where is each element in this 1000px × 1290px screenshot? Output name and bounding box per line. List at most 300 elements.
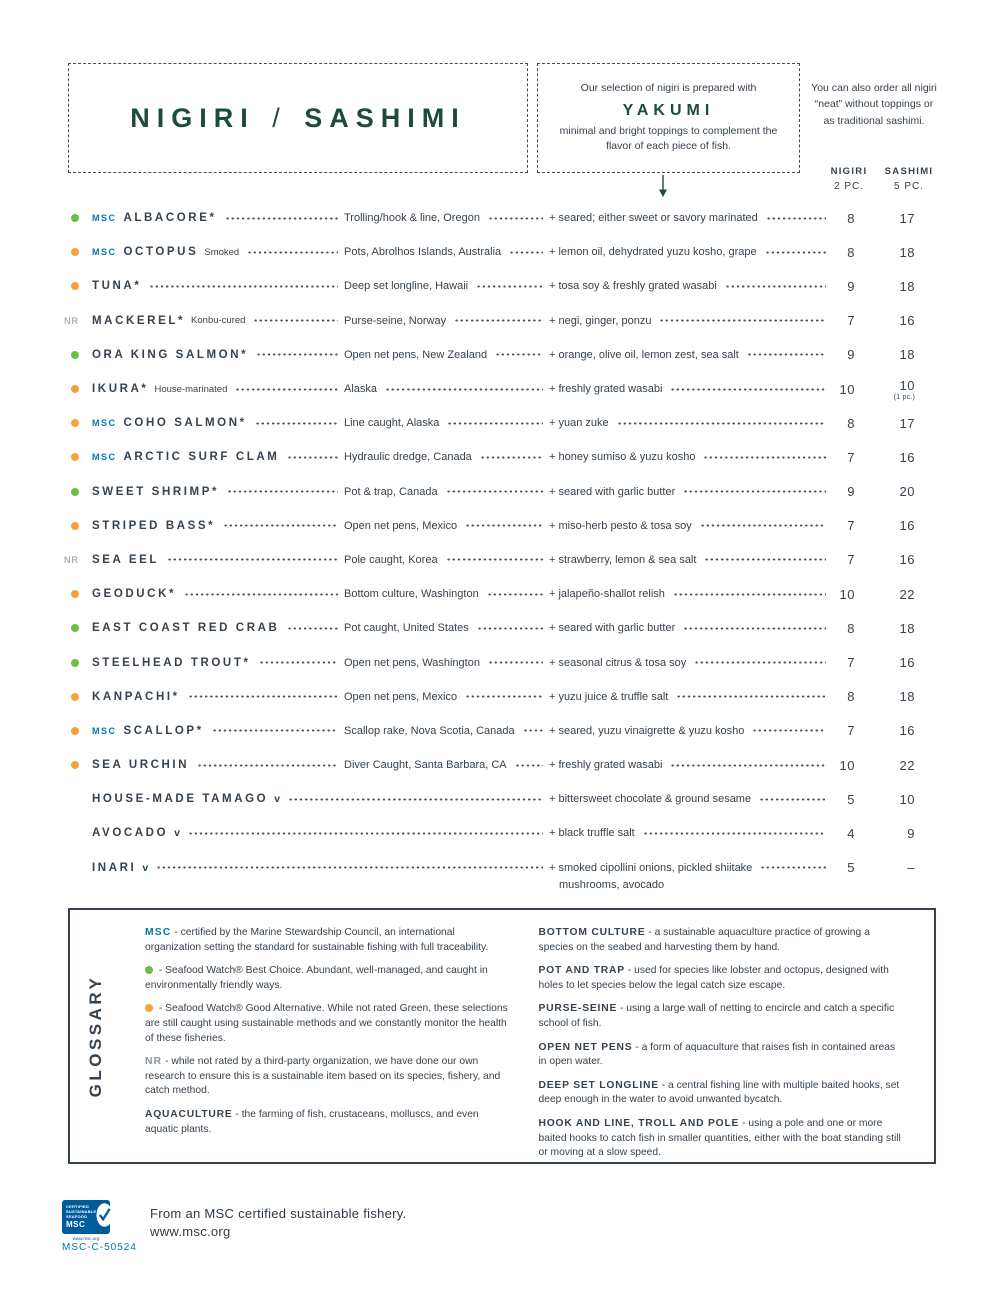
glossary-term: OPEN NET PENS	[538, 1041, 633, 1053]
nigiri-price: 10	[839, 586, 855, 602]
item-topping-cell	[549, 246, 832, 258]
green-rating-marker	[62, 214, 92, 222]
item-topping-cell	[549, 861, 832, 891]
glossary-entry	[539, 1117, 907, 1158]
dotted-leader	[747, 350, 826, 359]
item-name-cell	[92, 827, 549, 839]
dotted-leader	[487, 590, 543, 599]
msc-cert-code: MSC-C-50524	[62, 1242, 137, 1253]
menu-item-row	[62, 475, 937, 509]
item-name: INARI	[92, 861, 137, 874]
glossary-definition: - while not rated by a third-party organization, we have done our own research to ensure this is a sustainable item based on its species, fishery, and catch method.	[145, 1056, 501, 1097]
glossary-definition: - used for species like lobster and octopus, designed with holes to let species below the legal catch size escape.	[538, 965, 889, 991]
down-arrow-icon	[656, 175, 670, 204]
orange-dot-icon	[145, 1004, 153, 1012]
item-origin-cell	[344, 657, 549, 669]
glossary-term: AQUACULTURE	[145, 1109, 233, 1121]
dotted-leader	[465, 692, 543, 701]
nigiri-column-header	[818, 166, 880, 192]
yakumi-intro: Our selection of nigiri is prepared with	[580, 81, 757, 94]
item-topping: + yuan zuke	[549, 417, 609, 430]
item-name: HOUSE-MADE TAMAGO	[92, 793, 269, 806]
green-dot-icon	[71, 351, 79, 359]
glossary-box	[68, 908, 936, 1164]
item-topping: + strawberry, lemon & sea salt	[549, 553, 697, 566]
item-name-cell	[92, 862, 549, 874]
glossary-term: PURSE-SEINE	[538, 1003, 618, 1015]
footer-fishery-line: From an MSC certified sustainable fishery.	[150, 1206, 407, 1221]
dotted-leader	[255, 419, 338, 428]
msc-logo-text	[66, 1204, 96, 1230]
green-rating-marker	[62, 351, 92, 359]
item-name: ARCTIC SURF CLAM	[123, 451, 280, 464]
item-name: IKURA*	[92, 383, 149, 396]
dotted-leader	[227, 487, 338, 496]
item-origin-cell	[344, 315, 549, 327]
item-origin-cell	[344, 451, 549, 463]
item-name-cell	[92, 383, 344, 395]
nigiri-price: 7	[847, 313, 855, 329]
dotted-leader	[765, 248, 826, 257]
dotted-leader	[149, 282, 338, 291]
glossary-term: POT AND TRAP	[538, 965, 625, 977]
msc-logo	[62, 1200, 110, 1234]
dotted-leader	[480, 453, 543, 462]
dotted-leader	[683, 624, 826, 633]
dotted-leader	[259, 658, 338, 667]
item-topping: + smoked cipollini onions, pickled shiitake	[549, 861, 753, 874]
dotted-leader	[385, 385, 543, 394]
nigiri-column-label: NIGIRI	[830, 166, 868, 177]
item-name-cell	[92, 520, 344, 532]
msc-tag: MSC	[92, 213, 117, 224]
item-topping-cell	[549, 622, 832, 634]
dotted-leader	[683, 487, 826, 496]
title-nigiri: NIGIRI	[130, 102, 255, 133]
item-topping: + miso-herb pesto & tosa soy	[549, 519, 692, 532]
item-name-cell	[92, 246, 344, 258]
item-origin: Diver Caught, Santa Barbara, CA	[344, 759, 507, 772]
menu-item-row	[62, 782, 937, 816]
green-rating-marker	[62, 624, 92, 632]
orange-rating-marker	[62, 590, 92, 598]
sashimi-price: 10	[899, 791, 915, 807]
sashimi-price: 18	[899, 244, 915, 260]
item-origin-cell	[344, 588, 549, 600]
nigiri-price: 7	[847, 449, 855, 465]
menu-item-row	[62, 201, 937, 235]
orange-dot-icon	[71, 385, 79, 393]
item-name-cell	[92, 793, 549, 805]
sashimi-column-label: SASHIMI	[884, 166, 934, 177]
item-origin-cell	[344, 349, 549, 361]
item-name: STEELHEAD TROUT*	[92, 656, 251, 669]
dotted-leader	[235, 385, 338, 394]
dotted-leader	[188, 692, 338, 701]
green-dot-icon	[71, 659, 79, 667]
orange-rating-marker	[62, 282, 92, 290]
dotted-leader	[694, 658, 826, 667]
dotted-leader	[256, 350, 338, 359]
item-topping: + seared with garlic butter	[549, 622, 676, 635]
nigiri-column-sub: 2 PC.	[833, 181, 864, 192]
item-origin-cell	[344, 486, 549, 498]
sashimi-column-header	[880, 166, 938, 192]
sashimi-price: 16	[899, 655, 915, 671]
dotted-leader	[184, 590, 338, 599]
item-origin: Trolling/hook & line, Oregon	[344, 212, 480, 225]
item-name: OCTOPUS	[123, 246, 199, 259]
item-origin-cell	[344, 622, 549, 634]
dotted-leader	[247, 248, 338, 257]
msc-logo-brand: MSC	[66, 1220, 86, 1229]
dotted-leader	[212, 726, 338, 735]
menu-item-row	[62, 235, 937, 269]
item-origin-cell	[344, 725, 549, 737]
vegetarian-icon: v	[174, 827, 180, 840]
item-name: AVOCADO	[92, 827, 169, 840]
item-origin: Pots, Abrolhos Islands, Australia	[344, 246, 502, 259]
item-topping-cell	[549, 383, 832, 395]
item-topping-cell	[549, 588, 832, 600]
orange-dot-icon	[71, 522, 79, 530]
green-dot-icon	[71, 488, 79, 496]
item-topping: + jalapeño-shallot relish	[549, 588, 665, 601]
neat-order-note: You can also order all nigiri “neat” without toppings or as traditional sashimi.	[811, 82, 937, 127]
item-name-cell	[92, 622, 344, 634]
sashimi-price: 16	[899, 552, 915, 568]
sashimi-price: –	[907, 860, 915, 876]
vegetarian-icon: v	[142, 861, 149, 874]
menu-item-row	[62, 372, 937, 406]
dotted-leader	[156, 863, 543, 872]
nigiri-price: 9	[847, 484, 855, 500]
glossary-definition: - certified by the Marine Stewardship Council, an international organization setting the standard for sustainable fishing with full traceability.	[145, 927, 489, 953]
item-note: Konbu-cured	[191, 315, 246, 327]
glossary-entry	[145, 1002, 513, 1046]
menu-item-row	[62, 440, 937, 474]
green-dot-icon	[71, 214, 79, 222]
item-name-cell	[92, 212, 344, 224]
item-origin: Pot & trap, Canada	[344, 485, 438, 498]
dotted-leader	[223, 521, 338, 530]
glossary-columns	[145, 926, 906, 1158]
item-topping-cell	[549, 417, 832, 429]
item-origin-cell	[344, 520, 549, 532]
nigiri-price: 8	[847, 210, 855, 226]
menu-item-row	[62, 645, 937, 679]
msc-logo-line1: CERTIFIED	[66, 1204, 89, 1209]
dotted-leader	[759, 795, 826, 804]
item-topping-cell	[549, 451, 832, 463]
sashimi-price-value: 10	[899, 377, 915, 393]
item-topping-cell	[549, 520, 832, 532]
sashimi-price: 22	[899, 757, 915, 773]
item-topping: + seared with garlic butter	[549, 485, 676, 498]
dotted-leader	[617, 419, 826, 428]
orange-rating-marker	[62, 453, 92, 461]
dotted-leader	[670, 385, 826, 394]
item-topping-cell	[549, 349, 832, 361]
item-name: ALBACORE*	[123, 212, 217, 225]
glossary-term: DEEP SET LONGLINE	[538, 1079, 659, 1091]
item-origin: Bottom culture, Washington	[344, 588, 479, 601]
glossary-entry	[539, 926, 907, 955]
orange-dot-icon	[71, 453, 79, 461]
item-name: SWEET SHRIMP*	[92, 485, 220, 498]
item-origin: Pot caught, United States	[344, 622, 469, 635]
sashimi-price	[877, 378, 937, 401]
menu-item-row	[62, 269, 937, 303]
glossary-entry	[539, 964, 907, 993]
glossary-term: NR	[145, 1056, 163, 1068]
msc-logo-line2: SUSTAINABLE	[66, 1209, 97, 1214]
glossary-definition: - using a large wall of netting to encircle and catch a specific school of fish.	[538, 1003, 895, 1030]
item-origin-cell	[344, 280, 549, 292]
nigiri-price: 10	[839, 381, 855, 397]
nigiri-price: 7	[847, 655, 855, 671]
dotted-leader	[673, 590, 826, 599]
dotted-leader	[643, 829, 826, 838]
glossary-definition: - using a pole and one or more baited hooks to catch fish in smaller quantities, either with the boat standing still or moving at a slow speed.	[538, 1118, 901, 1158]
glossary-definition: - Seafood Watch® Good Alternative. While not rated Green, these selections are still caught using sustainable methods and we constantly monitor the health of these fisheries.	[145, 1003, 508, 1044]
dotted-leader	[476, 282, 543, 291]
dotted-leader	[225, 214, 338, 223]
nigiri-price: 5	[847, 791, 855, 807]
dotted-leader	[700, 521, 826, 530]
menu-item-row	[62, 851, 937, 891]
item-name: STRIPED BASS*	[92, 519, 216, 532]
menu-item-row	[62, 611, 937, 645]
glossary-entry	[539, 1041, 907, 1070]
yakumi-note-box	[537, 63, 800, 173]
item-note: Smoked	[204, 246, 240, 258]
glossary-entry	[145, 926, 513, 955]
msc-tag: MSC	[92, 247, 117, 258]
orange-dot-icon	[71, 727, 79, 735]
item-topping-cell	[549, 725, 832, 737]
item-topping-cell	[549, 554, 832, 566]
item-origin: Scallop rake, Nova Scotia, Canada	[344, 724, 515, 737]
dotted-leader	[676, 692, 826, 701]
glossary-entry	[145, 1108, 513, 1137]
item-topping: + seared, yuzu vinaigrette & yuzu kosho	[549, 724, 745, 737]
yakumi-outro: minimal and bright toppings to complement the flavor of each piece of fish.	[559, 124, 778, 153]
item-name-cell	[92, 315, 344, 327]
orange-dot-icon	[71, 248, 79, 256]
menu-item-row	[62, 543, 937, 577]
sashimi-price: 18	[899, 278, 915, 294]
menu-item-row	[62, 509, 937, 543]
nigiri-price: 10	[839, 757, 855, 773]
item-topping: + negi, ginger, ponzu	[549, 314, 652, 327]
item-name: COHO SALMON*	[123, 417, 247, 430]
item-name-cell	[92, 554, 344, 566]
dotted-leader	[465, 521, 543, 530]
green-dot-icon	[145, 966, 153, 974]
menu-item-row	[62, 577, 937, 611]
item-topping: + bittersweet chocolate & ground sesame	[549, 793, 752, 806]
item-origin: Line caught, Alaska	[344, 417, 440, 430]
item-name-cell	[92, 280, 344, 292]
sashimi-column-sub: 5 PC.	[893, 181, 924, 192]
msc-tag: MSC	[92, 725, 117, 736]
glossary-entry	[145, 1055, 513, 1099]
dotted-leader	[495, 350, 543, 359]
item-origin: Open net pens, Washington	[344, 656, 480, 669]
item-name-cell	[92, 588, 344, 600]
item-topping: + freshly grated wasabi	[549, 383, 663, 396]
msc-tag: MSC	[92, 418, 117, 429]
orange-dot-icon	[71, 282, 79, 290]
dotted-leader	[523, 726, 543, 735]
vegetarian-icon: v	[274, 793, 281, 806]
dotted-leader	[659, 316, 826, 325]
dotted-leader	[760, 863, 826, 872]
item-origin: Pole caught, Korea	[344, 553, 438, 566]
glossary-col-right	[539, 926, 907, 1158]
item-topping-cell	[549, 486, 832, 498]
item-topping-cell	[549, 759, 832, 771]
menu-item-row	[62, 748, 937, 782]
sashimi-price: 16	[899, 723, 915, 739]
orange-rating-marker	[62, 727, 92, 735]
orange-dot-icon	[71, 761, 79, 769]
dotted-leader	[446, 487, 543, 496]
menu-item-row	[62, 816, 937, 850]
item-topping-cell	[549, 280, 832, 292]
msc-logo-line3: SEAFOOD	[66, 1214, 88, 1219]
item-origin-cell	[344, 212, 549, 224]
title-slash: /	[272, 102, 287, 133]
nigiri-price: 7	[847, 552, 855, 568]
item-topping: + seasonal citrus & tosa soy	[549, 656, 687, 669]
glossary-definition: - Seafood Watch® Best Choice. Abundant, well-managed, and caught in environmentally friendly ways.	[145, 965, 488, 991]
green-dot-icon	[71, 624, 79, 632]
item-origin-cell	[344, 691, 549, 703]
item-name: SEA EEL	[92, 553, 159, 566]
orange-rating-marker	[62, 419, 92, 427]
item-topping: + lemon oil, dehydrated yuzu kosho, grape	[549, 246, 757, 259]
item-topping-cell	[549, 793, 832, 805]
nigiri-price: 7	[847, 518, 855, 534]
dotted-leader	[670, 761, 826, 770]
item-name-cell	[92, 451, 344, 463]
item-origin: Deep set longline, Hawaii	[344, 280, 469, 293]
item-origin: Open net pens, Mexico	[344, 690, 458, 703]
item-origin-cell	[344, 383, 549, 395]
dotted-leader	[447, 419, 543, 428]
sashimi-price: 16	[899, 449, 915, 465]
dotted-leader	[288, 795, 543, 804]
item-topping: + tosa soy & freshly grated wasabi	[549, 280, 717, 293]
dotted-leader	[287, 453, 338, 462]
item-topping-line2: mushrooms, avocado	[559, 878, 665, 891]
footer-msc-url: www.msc.org	[150, 1224, 231, 1239]
dotted-leader	[725, 282, 826, 291]
item-name: KANPACHI*	[92, 690, 180, 703]
sashimi-price: 16	[899, 518, 915, 534]
orange-rating-marker	[62, 385, 92, 393]
item-topping-cell	[549, 691, 832, 703]
item-origin: Open net pens, Mexico	[344, 519, 458, 532]
msc-fish-check-icon	[96, 1202, 113, 1233]
nigiri-price: 7	[847, 723, 855, 739]
item-topping-cell	[549, 212, 832, 224]
page-title	[130, 103, 466, 134]
yakumi-word: YAKUMI	[622, 101, 715, 119]
item-topping: + black truffle salt	[549, 827, 635, 840]
glossary-definition: - a sustainable aquaculture practice of growing a species on the seabed and harvesting them by hand.	[538, 927, 870, 953]
item-origin-cell	[344, 417, 549, 429]
dotted-leader	[253, 316, 338, 325]
glossary-term: MSC	[145, 927, 172, 938]
glossary-entry	[539, 1002, 907, 1031]
sashimi-price: 16	[899, 313, 915, 329]
item-name: SEA URCHIN	[92, 759, 190, 772]
glossary-col-left	[145, 926, 513, 1158]
item-topping: + honey sumiso & yuzu kosho	[549, 451, 696, 464]
nigiri-price: 4	[847, 825, 855, 841]
item-topping: + orange, olive oil, lemon zest, sea salt	[549, 348, 739, 361]
nigiri-price: 8	[847, 244, 855, 260]
item-name: EAST COAST RED CRAB	[92, 622, 280, 635]
nigiri-price: 8	[847, 415, 855, 431]
orange-rating-marker	[62, 248, 92, 256]
nigiri-price: 8	[847, 689, 855, 705]
glossary-entry	[145, 964, 513, 993]
item-topping: + yuzu juice & truffle salt	[549, 690, 669, 703]
footer-text	[150, 1206, 407, 1239]
nr-marker: NR	[64, 315, 79, 326]
item-topping: + seared; either sweet or savory marinated	[549, 212, 758, 225]
item-name-cell	[92, 725, 344, 737]
orange-rating-marker	[62, 761, 92, 769]
dotted-leader	[509, 248, 543, 257]
item-origin: Hydraulic dredge, Canada	[344, 451, 472, 464]
msc-logo-site: www.msc.org	[72, 1236, 100, 1241]
msc-tag: MSC	[92, 452, 117, 463]
dotted-leader	[488, 214, 543, 223]
nigiri-price: 8	[847, 620, 855, 636]
glossary-definition: - the farming of fish, crustaceans, molluscs, and even aquatic plants.	[145, 1109, 479, 1135]
dotted-leader	[515, 761, 543, 770]
item-name-cell	[92, 417, 344, 429]
dotted-leader	[704, 555, 826, 564]
dotted-leader	[752, 726, 826, 735]
item-topping-cell	[549, 827, 832, 839]
sashimi-price: 20	[899, 484, 915, 500]
sashimi-price: 17	[899, 415, 915, 431]
menu-item-row	[62, 680, 937, 714]
menu-item-row	[62, 406, 937, 440]
menu-item-row	[62, 338, 937, 372]
item-name: MACKEREL*	[92, 314, 186, 327]
sashimi-price: 18	[899, 689, 915, 705]
orange-dot-icon	[71, 590, 79, 598]
item-name-cell	[92, 691, 344, 703]
dotted-leader	[703, 453, 826, 462]
glossary-term: BOTTOM CULTURE	[538, 927, 646, 938]
nigiri-price: 9	[847, 278, 855, 294]
item-origin-cell	[344, 246, 549, 258]
orange-dot-icon	[71, 419, 79, 427]
dotted-leader	[454, 316, 543, 325]
sashimi-price: 22	[899, 586, 915, 602]
orange-rating-marker	[62, 693, 92, 701]
orange-dot-icon	[71, 693, 79, 701]
sashimi-price: 18	[899, 620, 915, 636]
